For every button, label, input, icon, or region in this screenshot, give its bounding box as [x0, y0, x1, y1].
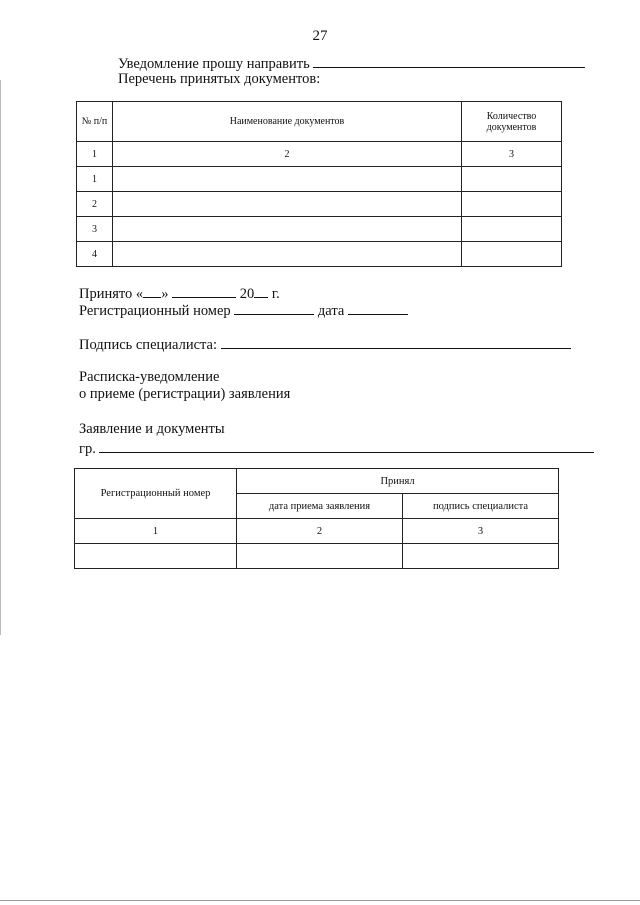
receipt-title-1: Расписка-уведомление	[79, 369, 220, 385]
doc-name-cell[interactable]	[113, 167, 462, 192]
scan-edge-bottom	[0, 900, 640, 901]
notify-line	[118, 53, 585, 73]
year-prefix: 20	[239, 286, 255, 302]
doc-name-cell[interactable]	[113, 242, 462, 267]
row-number: 3	[77, 217, 113, 242]
header-number: № п/п	[77, 102, 113, 142]
row-number: 2	[77, 192, 113, 217]
citizen-label: гр.	[79, 441, 96, 457]
sign-cell[interactable]	[403, 544, 559, 569]
scan-edge-left	[0, 80, 1, 635]
sign-header: подпись специалиста	[403, 494, 559, 519]
table-header-row	[77, 102, 562, 142]
table-index-row	[77, 142, 562, 167]
doc-name-cell[interactable]	[113, 217, 462, 242]
table-row	[77, 217, 562, 242]
citizen-line	[79, 438, 594, 458]
doc-count-cell[interactable]	[462, 217, 562, 242]
registration-table	[74, 468, 559, 569]
month-blank[interactable]	[172, 283, 236, 298]
row-number: 1	[77, 167, 113, 192]
index-cell: 1	[77, 142, 113, 167]
accepted-sep: »	[161, 286, 169, 302]
index-cell: 3	[403, 519, 559, 544]
row-number: 4	[77, 242, 113, 267]
reg-number-label: Регистрационный номер	[79, 303, 231, 319]
date-header: дата приема заявления	[237, 494, 403, 519]
doc-count-cell[interactable]	[462, 242, 562, 267]
header-doc-count: Количество документов	[462, 102, 562, 142]
specialist-sign-blank[interactable]	[221, 334, 571, 349]
index-cell: 2	[113, 142, 462, 167]
doc-count-cell[interactable]	[462, 167, 562, 192]
documents-table	[76, 101, 562, 267]
header-doc-name: Наименование документов	[113, 102, 462, 142]
index-cell: 1	[75, 519, 237, 544]
date-blank[interactable]	[348, 300, 408, 315]
day-blank[interactable]	[143, 283, 161, 298]
accepted-prefix: Принято «	[79, 286, 144, 302]
notify-blank[interactable]	[313, 53, 585, 68]
specialist-sign-line	[79, 334, 571, 354]
citizen-blank[interactable]	[99, 438, 594, 453]
notify-label: Уведомление прошу направить	[118, 56, 310, 72]
accepted-header: Принял	[237, 469, 559, 494]
table-row	[77, 242, 562, 267]
doc-count-cell[interactable]	[462, 192, 562, 217]
application-docs-label: Заявление и документы	[79, 421, 225, 437]
year-blank[interactable]	[254, 283, 268, 298]
reg-number-cell[interactable]	[75, 544, 237, 569]
doc-name-cell[interactable]	[113, 192, 462, 217]
reg-number-header: Регистрационный номер	[75, 469, 237, 519]
table-row	[75, 544, 559, 569]
reg-line	[79, 300, 408, 320]
receipt-title-2: о приеме (регистрации) заявления	[79, 386, 291, 402]
year-suffix: г.	[271, 286, 280, 302]
table-row	[77, 192, 562, 217]
date-cell[interactable]	[237, 544, 403, 569]
page-number: 27	[312, 28, 328, 44]
table-row	[77, 167, 562, 192]
index-cell: 2	[237, 519, 403, 544]
specialist-sign-label: Подпись специалиста:	[79, 337, 217, 353]
docs-list-label: Перечень принятых документов:	[118, 71, 321, 87]
reg-number-blank[interactable]	[234, 300, 314, 315]
date-label: дата	[317, 303, 345, 319]
index-cell: 3	[462, 142, 562, 167]
table-index-row	[75, 519, 559, 544]
